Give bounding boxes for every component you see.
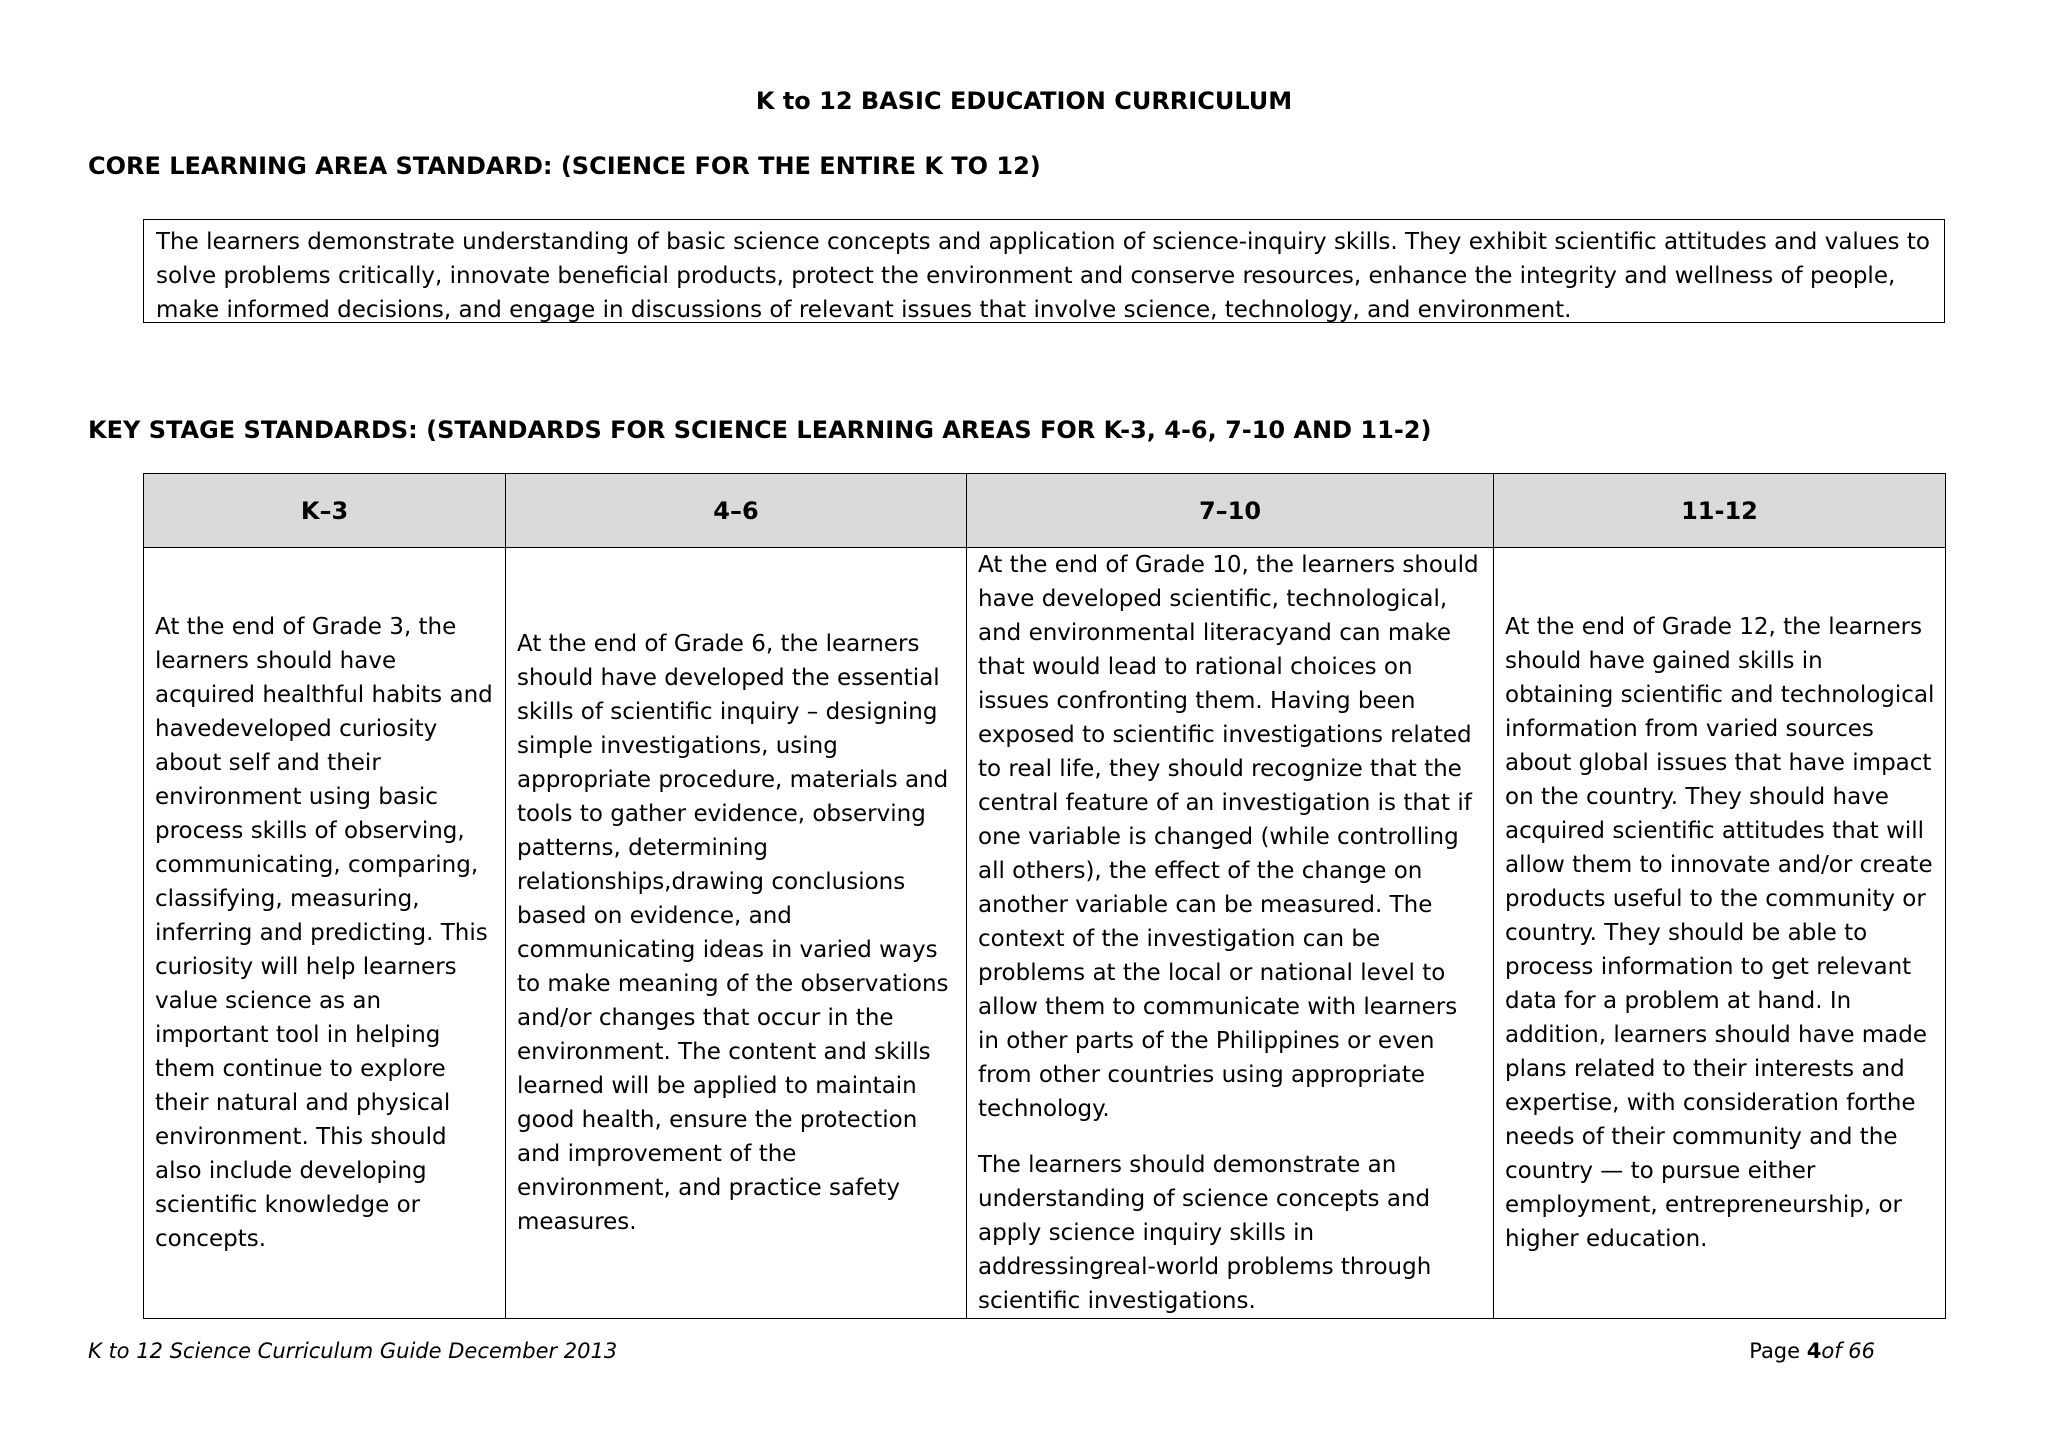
header-k3: K–3 xyxy=(144,474,506,548)
cell-k3 xyxy=(144,548,506,1319)
cell-11-12 xyxy=(1494,548,1946,1319)
page-label: Page xyxy=(1749,1339,1807,1363)
page-total: of 66 xyxy=(1821,1339,1875,1363)
footer-page-number xyxy=(1749,1339,1875,1363)
table-row xyxy=(144,548,1946,1319)
g46-standard-text: At the end of Grade 6, the learners should have developed the essential skills of scientific inquiry – designing simple investigations, using appropriate procedure, materials and tools to gather evidence, observing patterns, determining relationships,drawing conclusions based on evidence, and communicating ideas in varied ways to make meaning of the observations and/or changes that occur in the environment. The content and skills learned will be applied to maintain good health, ensure the protection and improvement of the environment, and practice safety measures. xyxy=(517,631,949,1235)
table-header-row xyxy=(144,474,1946,548)
core-standard-heading: CORE LEARNING AREA STANDARD: (SCIENCE FOR THE ENTIRE K TO 12) xyxy=(88,152,1041,180)
g710-standard-text-2: The learners should demonstrate an understanding of science concepts and apply science inquiry skills in addressingreal-world problems through scientific investigations. xyxy=(978,1152,1432,1314)
page-current: 4 xyxy=(1806,1339,1822,1363)
cell-7-10 xyxy=(967,548,1494,1319)
header-4-6: 4–6 xyxy=(506,474,967,548)
footer-guide-title: K to 12 Science Curriculum Guide December 2013 xyxy=(88,1339,618,1363)
key-stage-table xyxy=(143,473,1946,1319)
g1112-standard-text: At the end of Grade 12, the learners should have gained skills in obtaining scientific and technological information from varied sources about global issues that have impact on the country. They should have acquired scientific attitudes that will allow them to innovate and/or create products useful to the community or country. They should be able to process information to get relevant data for a problem at hand. In addition, learners should have made plans related to their interests and expertise, with consideration forthe needs of their community and the country — to pursue either employment, entrepreneurship, or higher education. xyxy=(1505,614,1935,1252)
g710-standard-text: At the end of Grade 10, the learners should have developed scientific, technological, and environmental literacyand can make that would lead to rational choices on issues confronting them. Having been exposed to scientific investigations related to real life, they should recognize that the central feature of an investigation is that if one variable is changed (while controlling all others), the effect of the change on another variable can be measured. The context of the investigation can be problems at the local or national level to allow them to communicate with learners in other parts of the Philippines or even from other countries using appropriate technology. xyxy=(978,552,1479,1122)
k3-standard-text: At the end of Grade 3, the learners should have acquired healthful habits and havedeveloped curiosity about self and their environment using basic process skills of observing, communicating, comparing, classifying, measuring, inferring and predicting. This curiosity will help learners value science as an important tool in helping them continue to explore their natural and physical environment. This should also include developing scientific knowledge or concepts. xyxy=(155,614,493,1252)
document-title: K to 12 BASIC EDUCATION CURRICULUM xyxy=(755,87,1293,115)
cell-4-6 xyxy=(506,548,967,1319)
core-standard-box: The learners demonstrate understanding of basic science concepts and application of science-inquiry skills. They exhibit scientific attitudes and values to solve problems critically, innovate beneficial products, protect the environment and conserve resources, enhance the integrity and wellness of people, make informed decisions, and engage in discussions of relevant issues that involve science, technology, and environment. xyxy=(143,219,1945,323)
key-stage-heading: KEY STAGE STANDARDS: (STANDARDS FOR SCIENCE LEARNING AREAS FOR K-3, 4-6, 7-10 AND 11-2) xyxy=(88,416,1432,444)
header-7-10: 7–10 xyxy=(967,474,1494,548)
header-11-12: 11-12 xyxy=(1494,474,1946,548)
